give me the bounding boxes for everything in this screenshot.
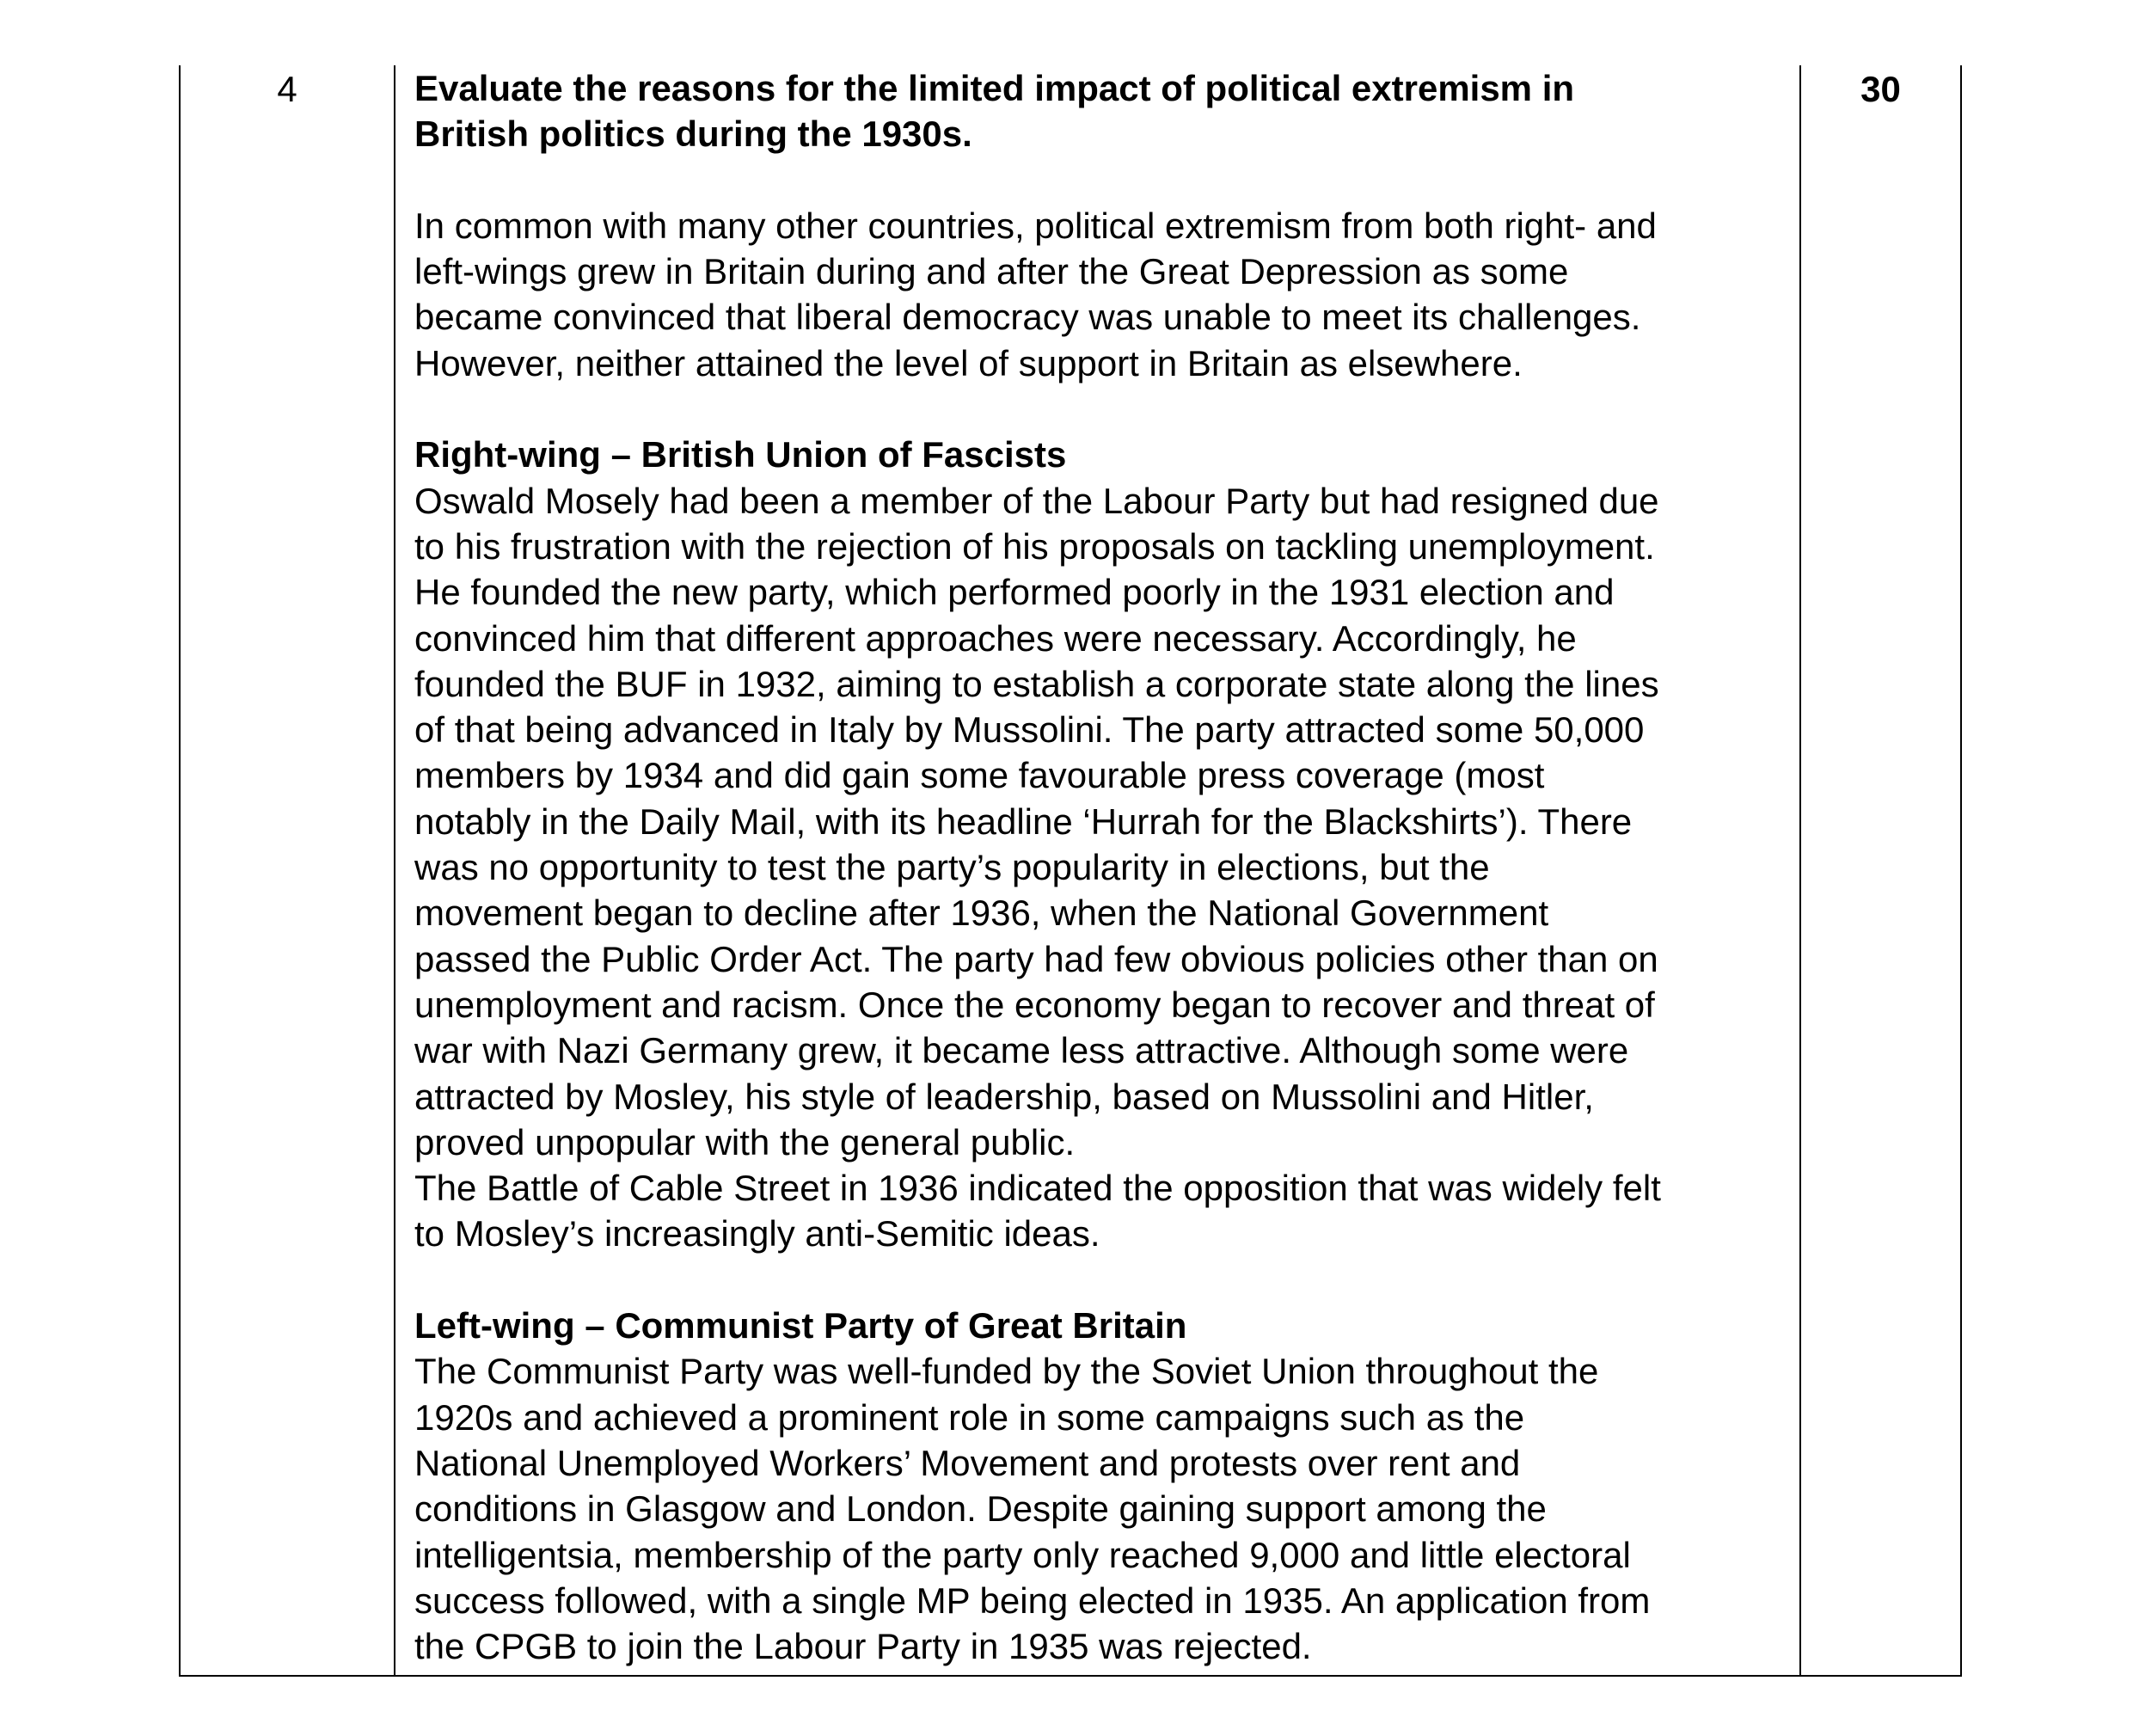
left-wing-line: the CPGB to join the Labour Party in 1935 was rejected. <box>414 1626 1312 1667</box>
right-wing-line: of that being advanced in Italy by Mussolini. The party attracted some 50,000 <box>414 709 1645 751</box>
right-wing-line: to his frustration with the rejection of his proposals on tackling unemployment. <box>414 525 1655 567</box>
right-wing-line: movement began to decline after 1936, when the National Government <box>414 893 1549 934</box>
left-wing-line: National Unemployed Workers’ Movement and protests over rent and <box>414 1442 1521 1483</box>
right-wing-paragraph <box>414 478 1790 1257</box>
intro-line: In common with many other countries, political extremism from both right- and <box>414 205 1657 246</box>
mark-scheme-table <box>179 65 1962 1677</box>
right-wing-line: convinced him that different approaches were necessary. Accordingly, he <box>414 617 1577 659</box>
left-wing-line: 1920s and achieved a prominent role in some campaigns such as the <box>414 1396 1525 1438</box>
right-wing-line: He founded the new party, which performed poorly in the 1931 election and <box>414 572 1615 613</box>
question-prompt <box>414 65 1790 157</box>
question-prompt-line: Evaluate the reasons for the limited impact of political extremism in <box>414 68 1575 108</box>
right-wing-line: notably in the Daily Mail, with its headline ‘Hurrah for the Blackshirts’). There <box>414 801 1633 842</box>
answer-content <box>414 65 1790 1669</box>
right-wing-line: attracted by Mosley, his style of leadership, based on Mussolini and Hitler, <box>414 1076 1594 1117</box>
left-wing-paragraph <box>414 1348 1790 1669</box>
right-wing-line: members by 1934 and did gain some favourable press coverage (most <box>414 755 1545 796</box>
right-wing-line: founded the BUF in 1932, aiming to establish a corporate state along the lines <box>414 663 1659 704</box>
left-wing-line: success followed, with a single MP being elected in 1935. An application from <box>414 1580 1651 1621</box>
right-wing-line: to Mosley’s increasingly anti-Semitic ideas. <box>414 1213 1100 1254</box>
question-marks: 30 <box>1860 69 1901 109</box>
right-wing-line: The Battle of Cable Street in 1936 indicated the opposition that was widely felt <box>414 1168 1661 1209</box>
right-wing-line: passed the Public Order Act. The party had few obvious policies other than on <box>414 938 1658 979</box>
question-number: 4 <box>277 69 297 109</box>
right-wing-line: unemployment and racism. Once the economy began to recover and threat of <box>414 984 1655 1025</box>
left-wing-line: conditions in Glasgow and London. Despite gaining support among the <box>414 1488 1547 1530</box>
intro-line: However, neither attained the level of support in Britain as elsewhere. <box>414 342 1523 383</box>
question-prompt-line: British politics during the 1930s. <box>414 113 972 155</box>
right-wing-line: was no opportunity to test the party’s popularity in elections, but the <box>414 847 1490 888</box>
column-divider-question <box>394 65 395 1675</box>
right-wing-line: proved unpopular with the general public. <box>414 1121 1076 1162</box>
right-wing-heading: Right-wing – British Union of Fascists <box>414 434 1067 475</box>
intro-paragraph <box>414 203 1790 386</box>
right-wing-line: Oswald Mosely had been a member of the Labour Party but had resigned due <box>414 480 1659 521</box>
column-divider-marks <box>1799 65 1801 1675</box>
left-wing-line: The Communist Party was well-funded by the Soviet Union throughout the <box>414 1351 1599 1392</box>
intro-line: became convinced that liberal democracy was unable to meet its challenges. <box>414 297 1641 338</box>
intro-line: left-wings grew in Britain during and after the Great Depression as some <box>414 251 1569 292</box>
left-wing-line: intelligentsia, membership of the party only reached 9,000 and little electoral <box>414 1534 1631 1575</box>
left-wing-heading: Left-wing – Communist Party of Great Britain <box>414 1305 1187 1346</box>
right-wing-line: war with Nazi Germany grew, it became less attractive. Although some were <box>414 1030 1629 1071</box>
